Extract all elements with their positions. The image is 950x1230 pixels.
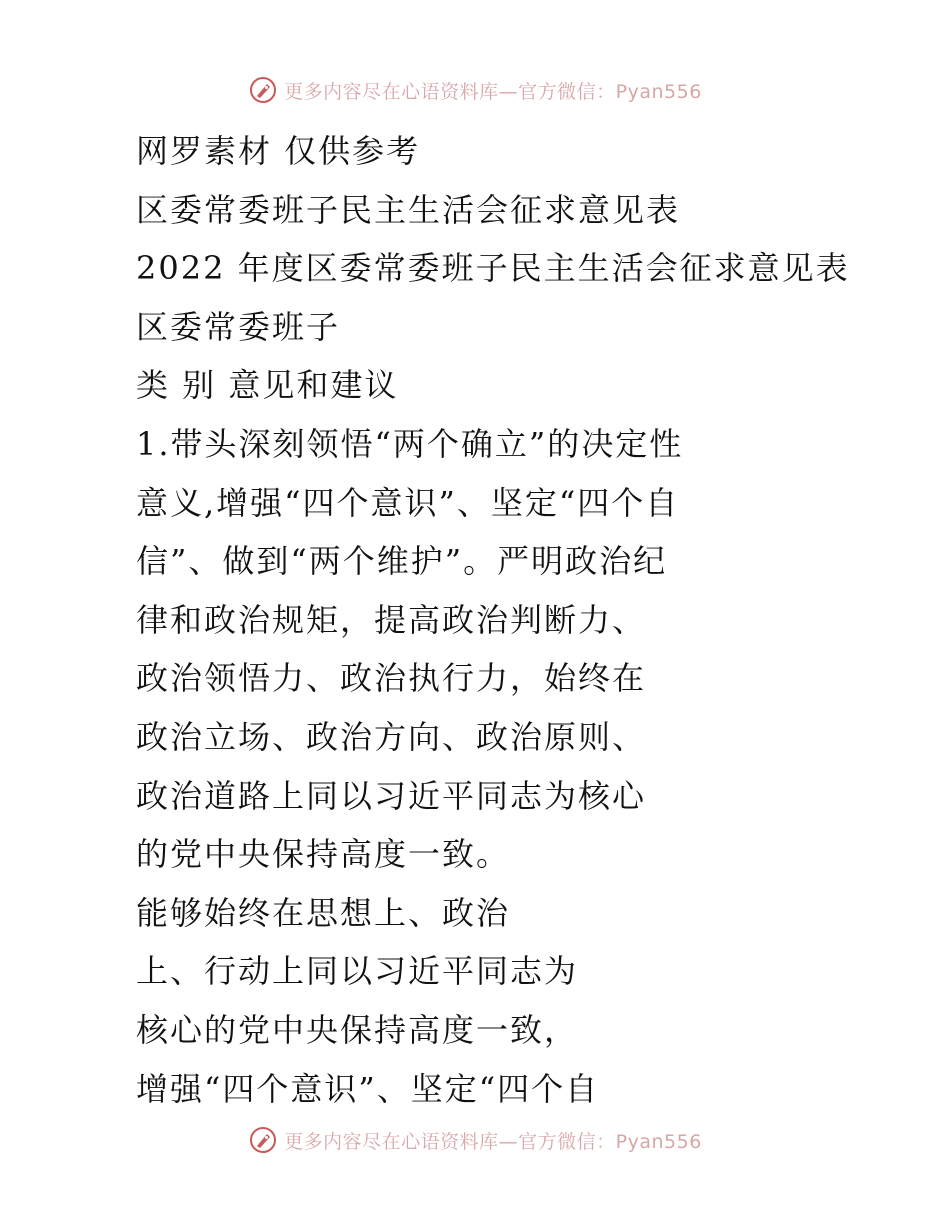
watermark-text: 更多内容尽在心语资料库—官方微信：Pyan556 (284, 80, 702, 103)
text-line: 区委常委班子 (136, 307, 341, 346)
pen-nib-circle-icon (248, 1125, 278, 1155)
pen-nib-circle-icon (248, 75, 278, 105)
text-line: 政治立场、政治方向、政治原则、 (136, 717, 647, 756)
text-line: 2022 年度区委常委班子民主生活会征求意见表 (136, 249, 850, 288)
text-line: 区委常委班子民主生活会征求意见表 (136, 190, 681, 229)
text-line: 律和政治规矩，提高政治判断力、 (136, 600, 647, 639)
text-line: 政治道路上同以习近平同志为核心 (136, 776, 647, 815)
text-line: 能够始终在思想上、政治 (136, 893, 511, 932)
text-line: 的党中央保持高度一致。 (136, 835, 511, 874)
header-watermark (0, 70, 950, 110)
watermark-text: 更多内容尽在心语资料库—官方微信：Pyan556 (284, 1130, 702, 1153)
document-body (136, 122, 916, 1118)
text-line: 1.带头深刻领悟“两个确立”的决定性 (136, 424, 684, 463)
text-line: 核心的党中央保持高度一致， (136, 1010, 579, 1049)
text-line: 意义,增强“四个意识”、坚定“四个自 (136, 483, 680, 522)
footer-watermark (0, 1120, 950, 1160)
text-line: 类 别 意见和建议 (136, 366, 399, 405)
text-line: 增强“四个意识”、坚定“四个自 (136, 1069, 600, 1108)
text-line: 上、行动上同以习近平同志为 (136, 952, 579, 991)
text-line: 网罗素材 仅供参考 (136, 132, 421, 170)
text-line: 政治领悟力、政治执行力，始终在 (136, 659, 647, 698)
text-line: 信”、做到“两个维护”。严明政治纪 (136, 542, 668, 581)
